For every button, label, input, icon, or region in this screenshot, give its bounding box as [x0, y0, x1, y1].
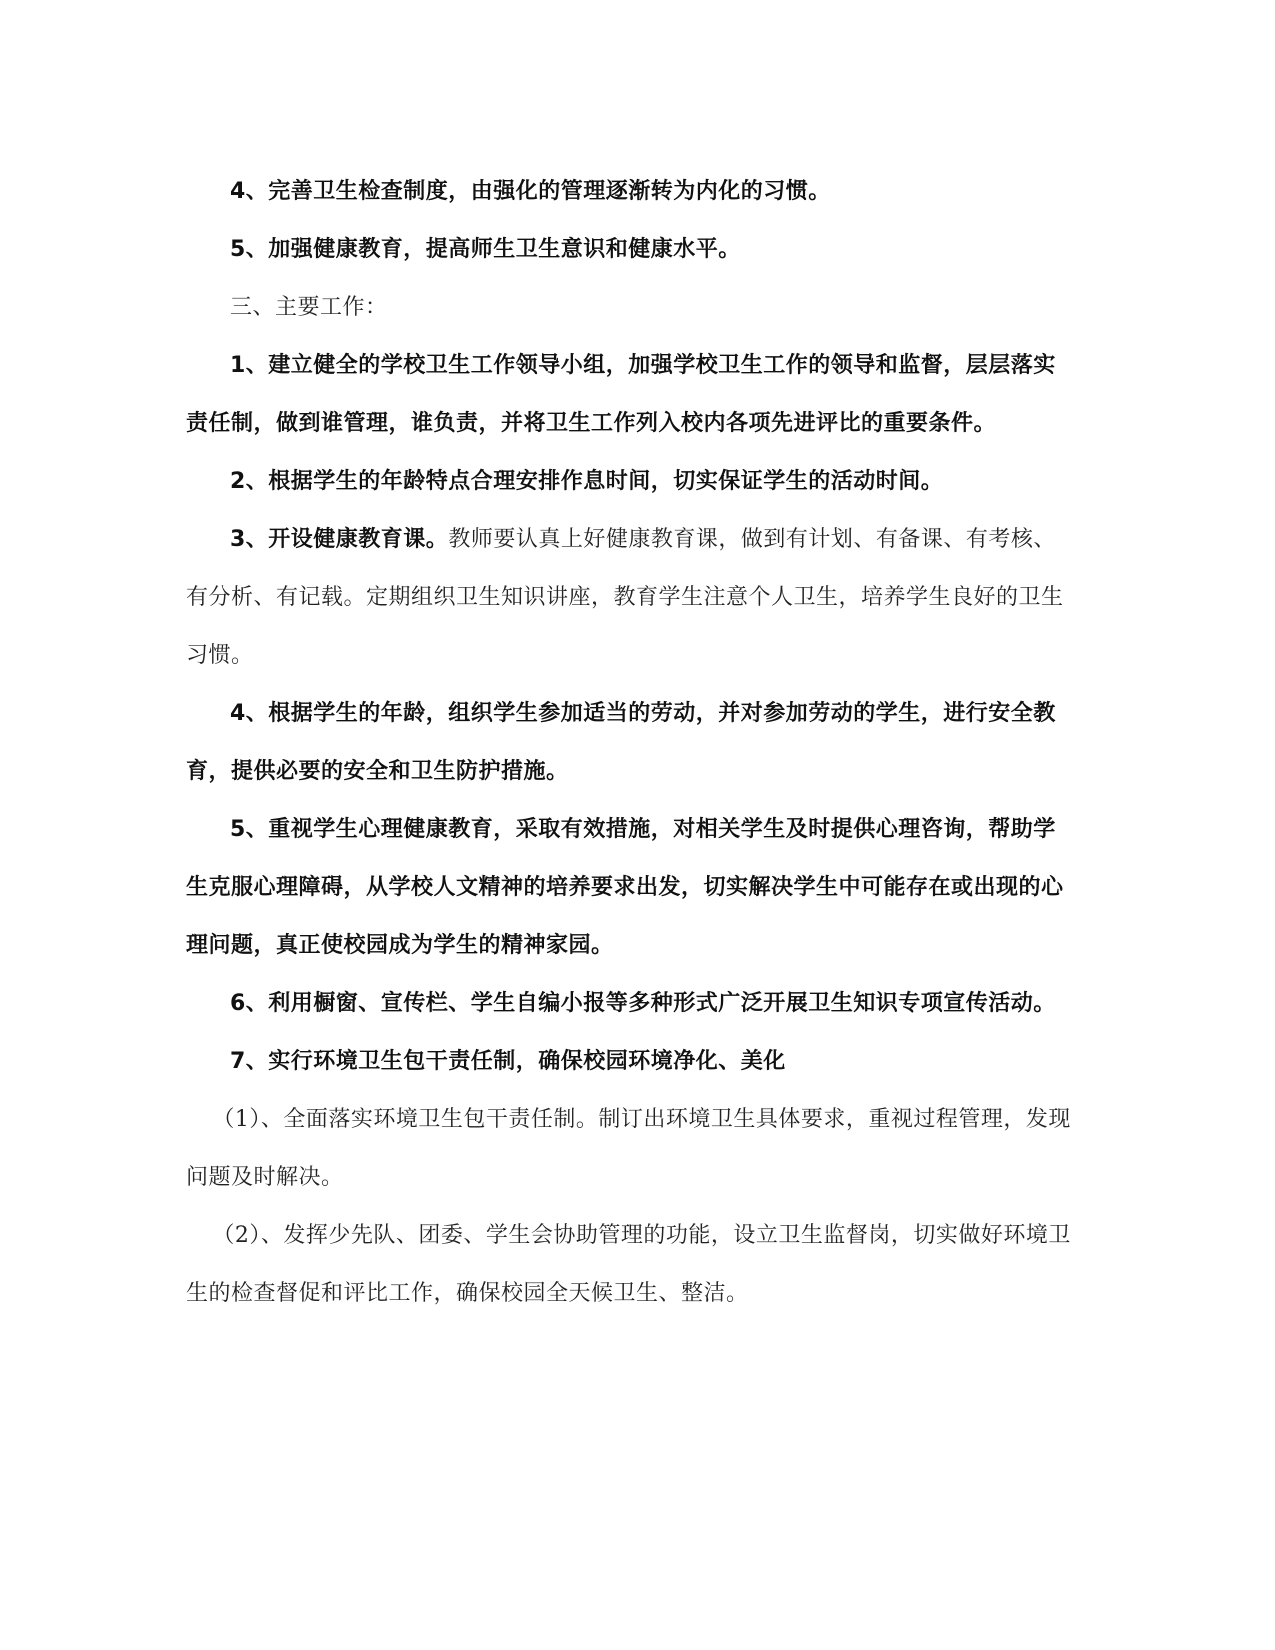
document-body: [186, 163, 1076, 1323]
paragraph-work-3-lead: 3、开设健康教育课。: [230, 527, 449, 552]
paragraph-work-5: 5、重视学生心理健康教育，采取有效措施，对相关学生及时提供心理咨询，帮助学生克服心理障碍，从学校人文精神的培养要求出发，切实解决学生中可能存在或出现的心理问题，真正使校园成为学生的精神家园。: [186, 817, 1064, 958]
paragraph-work-7: 7、实行环境卫生包干责任制，确保校园环境净化、美化: [230, 1049, 786, 1074]
paragraph-work-4: 4、根据学生的年龄，组织学生参加适当的劳动，并对参加劳动的学生，进行安全教育，提供必要的安全和卫生防护措施。: [186, 701, 1056, 784]
paragraph-work-7-sub-2: （2）、发挥少先队、团委、学生会协助管理的功能，设立卫生监督岗，切实做好环境卫生的检查督促和评比工作，确保校园全天候卫生、整洁。: [186, 1223, 1071, 1306]
paragraph-work-2: 2、根据学生的年龄特点合理安排作息时间，切实保证学生的活动时间。: [230, 469, 944, 494]
paragraph-work-7-sub-1: （1）、全面落实环境卫生包干责任制。制订出环境卫生具体要求，重视过程管理，发现问题及时解决。: [186, 1107, 1071, 1190]
paragraph-work-3: [186, 511, 1076, 685]
section-heading-main-work: 三、主要工作：: [230, 295, 388, 320]
paragraph-work-1: 1、建立健全的学校卫生工作领导小组，加强学校卫生工作的领导和监督，层层落实责任制，做到谁管理，谁负责，并将卫生工作列入校内各项先进评比的重要条件。: [186, 353, 1056, 436]
paragraph-standard-4: 4、完善卫生检查制度，由强化的管理逐渐转为内化的习惯。: [230, 179, 831, 204]
paragraph-standard-5: 5、加强健康教育，提高师生卫生意识和健康水平。: [230, 237, 741, 262]
paragraph-work-6: 6、利用橱窗、宣传栏、学生自编小报等多种形式广泛开展卫生知识专项宣传活动。: [230, 991, 1056, 1016]
paragraph-work-3-body: 教师要认真上好健康教育课，做到有计划、有备课、有考核、有分析、有记载。定期组织卫生知识讲座，教育学生注意个人卫生，培养学生良好的卫生习惯。: [186, 527, 1064, 668]
